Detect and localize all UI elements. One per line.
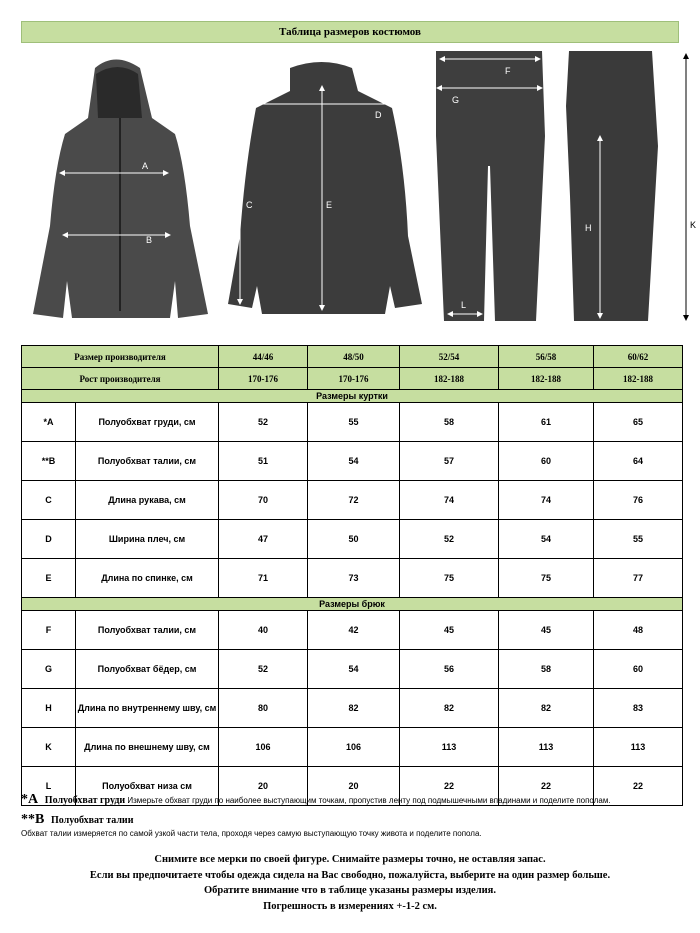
value-cell: 22 xyxy=(400,767,499,806)
value-cell: 106 xyxy=(308,728,400,767)
value-cell: 57 xyxy=(400,442,499,481)
footer-line: Снимите все мерки по своей фигуре. Снимайте размеры точно, не оставляя запас. xyxy=(154,854,546,865)
note-a-mark: *A xyxy=(21,792,39,807)
table-row xyxy=(22,611,683,650)
note-b-text: Обхват талии измеряется по самой узкой части тела, проходя через самую выступающую точку живота и поделите попола. xyxy=(21,828,482,838)
size-cell: 56/58 xyxy=(499,346,594,368)
note-b-title: Полуобхват талии xyxy=(51,814,134,826)
footer-line: Погрешность в измерениях +-1-2 см. xyxy=(263,900,437,912)
note-a-text: Измерьте обхват груди по наиболее выступающим точкам, пропустив ленту под подмышечными впадинами и поделите пополам. xyxy=(127,796,611,805)
header-size-row xyxy=(22,346,683,368)
row-name: Полуобхват бёдер, см xyxy=(76,650,219,689)
height-cell: 182-188 xyxy=(594,368,683,390)
table-row xyxy=(22,728,683,767)
height-cell: 170-176 xyxy=(219,368,308,390)
value-cell: 52 xyxy=(219,403,308,442)
value-cell: 82 xyxy=(308,689,400,728)
value-cell: 76 xyxy=(594,481,683,520)
value-cell: 75 xyxy=(400,559,499,598)
row-name: Длина по внешнему шву, см xyxy=(76,728,219,767)
value-cell: 75 xyxy=(499,559,594,598)
value-cell: 113 xyxy=(400,728,499,767)
value-cell: 54 xyxy=(308,442,400,481)
label-b: B xyxy=(146,235,153,245)
value-cell: 82 xyxy=(400,689,499,728)
value-cell: 54 xyxy=(499,520,594,559)
label-d: D xyxy=(375,110,382,120)
row-name: Полуобхват талии, см xyxy=(76,442,219,481)
value-cell: 52 xyxy=(400,520,499,559)
garment-figures xyxy=(0,46,700,336)
header-size-label: Размер производителя xyxy=(22,346,219,368)
height-cell: 182-188 xyxy=(499,368,594,390)
value-cell: 22 xyxy=(594,767,683,806)
value-cell: 61 xyxy=(499,403,594,442)
value-cell: 48 xyxy=(594,611,683,650)
label-k: K xyxy=(690,220,697,230)
value-cell: 80 xyxy=(219,689,308,728)
row-code: L xyxy=(22,767,76,806)
footer-instructions xyxy=(0,852,700,914)
note-b xyxy=(21,812,681,829)
value-cell: 45 xyxy=(499,611,594,650)
value-cell: 58 xyxy=(400,403,499,442)
size-table xyxy=(21,345,683,806)
note-b-mark: **B xyxy=(21,811,45,827)
table-row xyxy=(22,403,683,442)
row-code: *A xyxy=(22,403,76,442)
note-a-title: Полуобхват груди xyxy=(44,795,126,806)
header-height-label: Рост производителя xyxy=(22,368,219,390)
value-cell: 60 xyxy=(594,650,683,689)
label-a: A xyxy=(142,161,149,171)
height-cell: 170-176 xyxy=(308,368,400,390)
value-cell: 65 xyxy=(594,403,683,442)
value-cell: 50 xyxy=(308,520,400,559)
header-height-row xyxy=(22,368,683,390)
row-code: E xyxy=(22,559,76,598)
row-code: D xyxy=(22,520,76,559)
value-cell: 74 xyxy=(400,481,499,520)
row-name: Полуобхват груди, см xyxy=(76,403,219,442)
row-name: Ширина плеч, см xyxy=(76,520,219,559)
jacket-back-image xyxy=(228,62,422,314)
pants-section-title: Размеры брюк xyxy=(22,598,683,611)
row-name: Длина по внутреннему шву, см xyxy=(76,689,219,728)
value-cell: 52 xyxy=(219,650,308,689)
value-cell: 73 xyxy=(308,559,400,598)
jacket-section-row xyxy=(22,390,683,403)
value-cell: 22 xyxy=(499,767,594,806)
table-row xyxy=(22,442,683,481)
table-row xyxy=(22,520,683,559)
value-cell: 54 xyxy=(308,650,400,689)
row-code: K xyxy=(22,728,76,767)
value-cell: 113 xyxy=(594,728,683,767)
value-cell: 106 xyxy=(219,728,308,767)
table-row xyxy=(22,559,683,598)
value-cell: 40 xyxy=(219,611,308,650)
size-cell: 60/62 xyxy=(594,346,683,368)
value-cell: 42 xyxy=(308,611,400,650)
footer-line: Обратите внимание что в таблице указаны размеры изделия. xyxy=(204,885,496,896)
jacket-section-title: Размеры куртки xyxy=(22,390,683,403)
value-cell: 47 xyxy=(219,520,308,559)
value-cell: 20 xyxy=(308,767,400,806)
label-h: H xyxy=(585,223,592,233)
value-cell: 20 xyxy=(219,767,308,806)
table-row xyxy=(22,650,683,689)
jacket-front-image xyxy=(33,60,208,319)
row-name: Полуобхват низа см xyxy=(76,767,219,806)
value-cell: 60 xyxy=(499,442,594,481)
table-row xyxy=(22,689,683,728)
table-row xyxy=(22,481,683,520)
row-name: Длина по спинке, см xyxy=(76,559,219,598)
value-cell: 77 xyxy=(594,559,683,598)
value-cell: 45 xyxy=(400,611,499,650)
value-cell: 58 xyxy=(499,650,594,689)
value-cell: 82 xyxy=(499,689,594,728)
pants-front-image xyxy=(436,51,545,321)
footer-line: Если вы предпочитаете чтобы одежда сидела на Вас свободно, пожалуйста, выберите на один размер больше. xyxy=(89,869,611,881)
label-g: G xyxy=(452,95,460,105)
row-code: H xyxy=(22,689,76,728)
value-cell: 55 xyxy=(308,403,400,442)
label-f: F xyxy=(505,66,511,76)
value-cell: 64 xyxy=(594,442,683,481)
row-name: Полуобхват талии, см xyxy=(76,611,219,650)
row-code: G xyxy=(22,650,76,689)
value-cell: 74 xyxy=(499,481,594,520)
height-cell: 182-188 xyxy=(400,368,499,390)
value-cell: 83 xyxy=(594,689,683,728)
notes xyxy=(21,792,681,838)
row-code: **B xyxy=(22,442,76,481)
value-cell: 72 xyxy=(308,481,400,520)
value-cell: 51 xyxy=(219,442,308,481)
label-e: E xyxy=(326,200,333,210)
value-cell: 56 xyxy=(400,650,499,689)
value-cell: 55 xyxy=(594,520,683,559)
row-name: Длина рукава, см xyxy=(76,481,219,520)
value-cell: 71 xyxy=(219,559,308,598)
label-c: C xyxy=(246,200,253,210)
size-cell: 44/46 xyxy=(219,346,308,368)
size-cell: 48/50 xyxy=(308,346,400,368)
value-cell: 70 xyxy=(219,481,308,520)
page-title: Таблица размеров костюмов xyxy=(21,21,679,43)
value-cell: 113 xyxy=(499,728,594,767)
pants-side-image xyxy=(566,51,658,321)
note-a xyxy=(21,792,681,809)
size-cell: 52/54 xyxy=(400,346,499,368)
label-l: L xyxy=(461,300,467,310)
row-code: F xyxy=(22,611,76,650)
row-code: C xyxy=(22,481,76,520)
pants-section-row xyxy=(22,598,683,611)
